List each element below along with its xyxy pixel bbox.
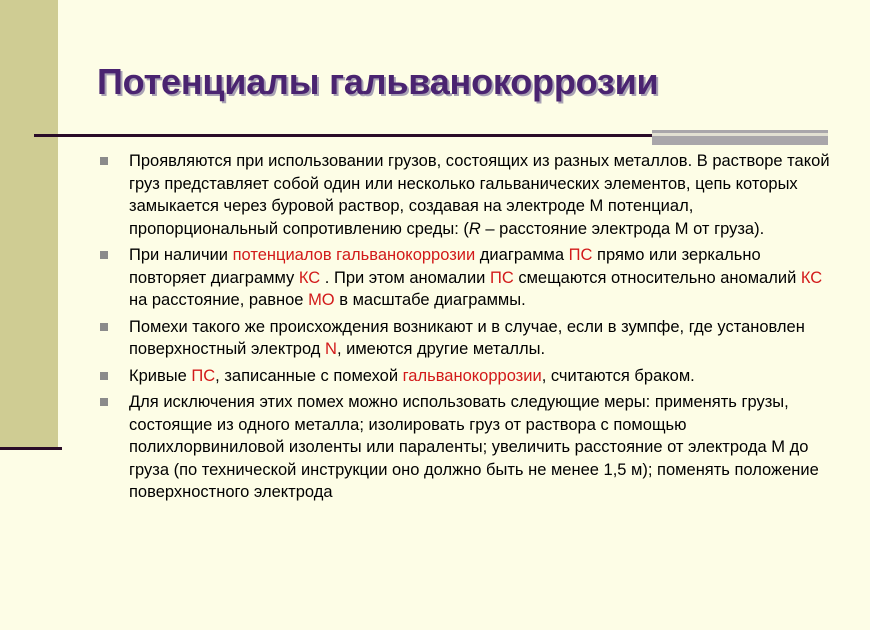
bullet-text: в масштабе диаграммы.: [334, 291, 526, 309]
bullet-text: Проявляются при использовании грузов, состоящих из разных металлов. В растворе такой груз представляет собой один или несколько гальванических элементов, цепь которых замыкается через буровой раствор, создавая на электроде М потенциал, пропорциональный сопротивлению среды: (: [129, 152, 830, 238]
bullet-text: . При этом аномалии: [320, 268, 490, 287]
bullet-item-4: [100, 365, 830, 388]
square-bullet-icon: [100, 372, 108, 380]
bullet-item-1: [100, 150, 830, 240]
highlight-term: N: [325, 340, 337, 358]
left-decor-band: [0, 0, 58, 447]
bullet-text: Кривые: [129, 366, 192, 385]
bullet-text: , имеются другие металлы.: [336, 340, 546, 358]
highlight-term: КС: [800, 268, 823, 287]
bullet-item-2: [100, 244, 830, 312]
bullet-text: на расстояние, равное: [129, 291, 309, 309]
square-bullet-icon: [100, 398, 108, 406]
bullet-item-3: [100, 316, 830, 361]
bullet-item-5: [100, 391, 830, 504]
bullet-text: прямо или зеркально повторяет диаграмму: [129, 246, 761, 287]
highlight-term: ПС: [568, 246, 593, 264]
bullet-text: смещаются относительно аномалий: [513, 268, 801, 287]
bullet-text: , считаются браком.: [541, 366, 695, 385]
bullet-text: При наличии: [129, 246, 233, 264]
bullet-text: диаграмма: [475, 246, 569, 264]
square-bullet-icon: [100, 251, 108, 259]
title-accent-highlight: [652, 133, 828, 136]
highlight-term: ПС: [489, 268, 514, 287]
bullet-list: [100, 150, 830, 508]
variable-r: R: [468, 219, 481, 238]
highlight-term: ПС: [191, 366, 216, 385]
bullet-text: Для исключения этих помех можно использовать следующие меры: применять грузы, состоящие из одного металла; изолировать груз от раствора с помощью полихлорвиниловой изоленты или параленты; увеличить расстояние от электрода М до груза (по технической инструкции оно должно быть не менее 1,5 м); поменять положение поверхностного электрода: [129, 393, 819, 501]
highlight-term: МО: [308, 291, 335, 309]
highlight-term: потенциалов гальванокоррозии: [232, 246, 476, 264]
square-bullet-icon: [100, 323, 108, 331]
bullet-text: , записанные с помехой: [215, 366, 403, 385]
square-bullet-icon: [100, 157, 108, 165]
highlight-term: КС: [298, 268, 321, 287]
left-band-underline: [0, 447, 62, 450]
slide-title: Потенциалы гальванокоррозии: [97, 61, 659, 102]
title-divider: [34, 134, 668, 137]
bullet-text: Помехи такого же происхождения возникают и в случае, если в зумпфе, где установлен поверхностный электрод: [129, 317, 805, 358]
bullet-text: – расстояние электрода М от груза).: [480, 219, 765, 238]
highlight-term: гальванокоррозии: [402, 366, 542, 385]
